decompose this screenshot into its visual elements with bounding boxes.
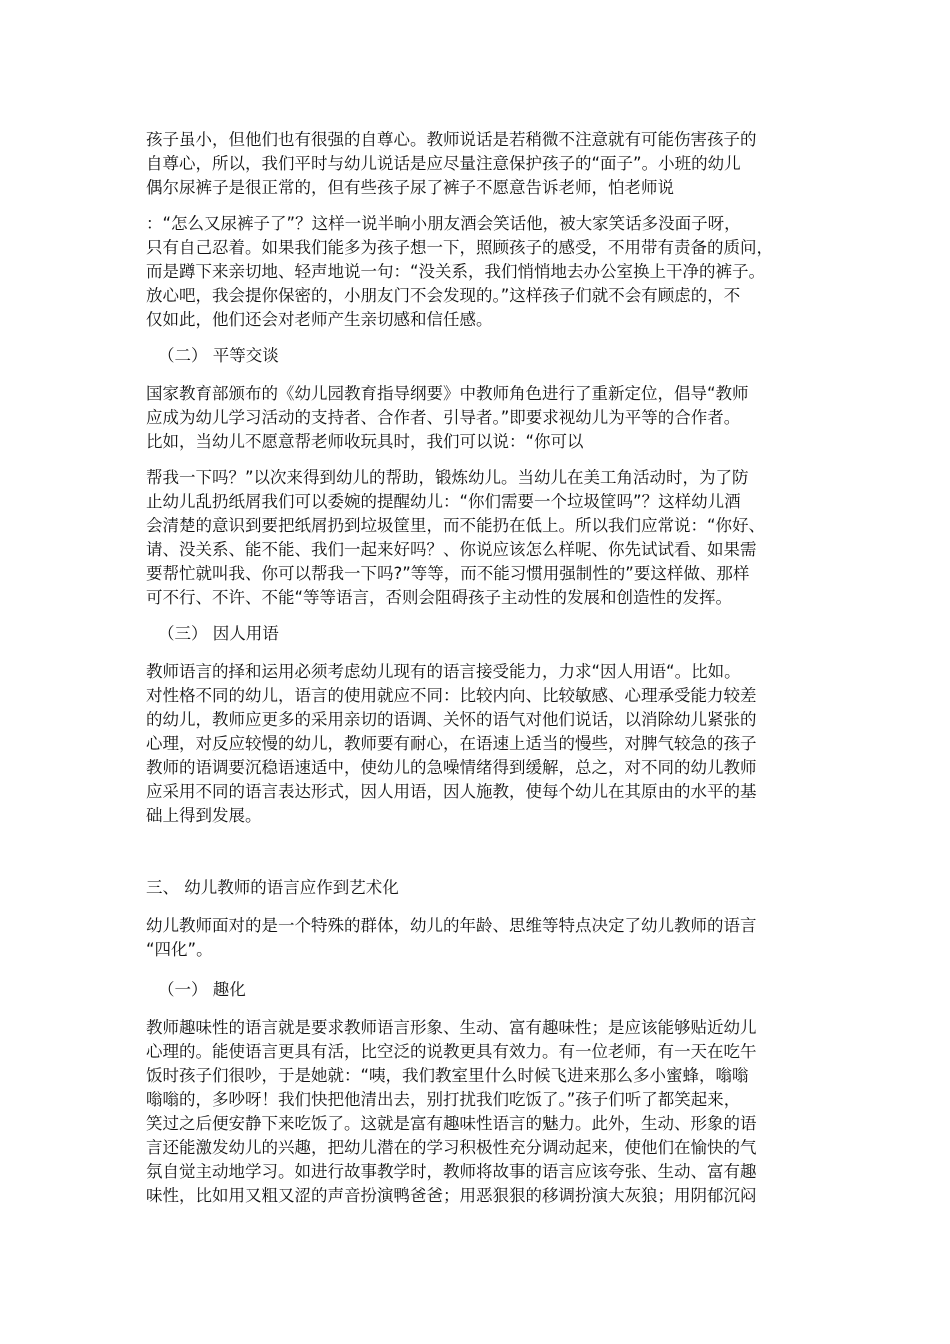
paragraph-line: 国家教育部颁布的《幼儿园教育指导纲要》中教师角色进行了重新定位，倡导“教师 [146, 384, 749, 403]
paragraph-line: 氛自觉主动地学习。如进行故事教学时，教师将故事的语言应该夸张、生动、富有趣 [146, 1162, 757, 1181]
section-heading: （三） 因人用语 [158, 624, 279, 643]
paragraph-line: 饭时孩子们很吵，于是她就：“咦，我们教室里什么时候飞进来那么多小蜜蜂，嗡嗡 [146, 1066, 749, 1085]
section-heading: （一） 趣化 [158, 980, 246, 999]
paragraph-line: 会清楚的意识到要把纸屑扔到垃圾筐里，而不能扔在低上。所以我们应常说：“你好、 [146, 516, 766, 535]
paragraph-line: ：“怎么又尿裤子了”？这样一说半晌小朋友酒会笑话他，被大家笑话多没面子呀， [146, 214, 741, 233]
paragraph-line: 教师的语调要沉稳语速适中，使幼儿的急噪情绪得到缓解，总之，对不同的幼儿教师 [146, 758, 757, 777]
paragraph-line: 而是蹲下来亲切地、轻声地说一句：“没关系，我们悄悄地去办公室换上干净的裤子。 [146, 262, 766, 281]
paragraph-line: 仅如此，他们还会对老师产生亲切感和信任感。 [146, 310, 493, 329]
paragraph-line: 教师趣味性的语言就是要求教师语言形象、生动、富有趣味性；是应该能够贴近幼儿 [146, 1018, 757, 1037]
paragraph-line: 味性，比如用又粗又涩的声音扮演鸭爸爸；用恶狠狠的移调扮演大灰狼；用阴郁沉闷 [146, 1186, 757, 1205]
paragraph-line: 比如，当幼儿不愿意帮老师收玩具时，我们可以说：“你可以 [146, 432, 584, 451]
paragraph-line: 放心吧，我会提你保密的，小朋友门不会发现的。”这样孩子们就不会有顾虑的，不 [146, 286, 741, 305]
paragraph-line: 自尊心，所以，我们平时与幼儿说话是应尽量注意保护孩子的“面子”。小班的幼儿 [146, 154, 741, 173]
paragraph-line: 嗡嗡的，多吵呀！我们快把他清出去，别打扰我们吃饭了。”孩子们听了都笑起来， [146, 1090, 741, 1109]
paragraph-line: 请、没关系、能不能、我们一起来好吗？、你说应该怎么样呢、你先试试看、如果需 [146, 540, 757, 559]
paragraph-line: 言还能激发幼儿的兴趣，把幼儿潜在的学习积极性充分调动起来，使他们在愉快的气 [146, 1138, 757, 1157]
chapter-heading: 三、 幼儿教师的语言应作到艺术化 [146, 878, 399, 897]
paragraph-line: 笑过之后便安静下来吃饭了。这就是富有趣味性语言的魅力。此外，生动、形象的语 [146, 1114, 757, 1133]
paragraph-line: 应成为幼儿学习活动的支持者、合作者、引导者。”即要求视幼儿为平等的合作者。 [146, 408, 741, 427]
paragraph-line: 对性格不同的幼儿，语言的使用就应不同：比较内向、比较敏感、心理承受能力较差 [146, 686, 757, 705]
paragraph-line: 心理的。能使语言更具有活，比空泛的说教更具有效力。有一位老师，有一天在吃午 [146, 1042, 757, 1061]
paragraph-line: 础上得到发展。 [146, 806, 262, 825]
paragraph-line: 可不行、不许、不能“等等语言，否则会阻碍孩子主动性的发展和创造性的发挥。 [146, 588, 733, 607]
paragraph-line: 教师语言的择和运用必须考虑幼儿现有的语言接受能力，力求“因人用语“。比如。 [146, 662, 741, 681]
paragraph-line: 孩子虽小，但他们也有很强的自尊心。教师说话是若稍微不注意就有可能伤害孩子的 [146, 130, 757, 149]
paragraph-line: 止幼儿乱扔纸屑我们可以委婉的提醒幼儿：“你们需要一个垃圾筐吗”？这样幼儿酒 [146, 492, 741, 511]
paragraph-line: 幼儿教师面对的是一个特殊的群体，幼儿的年龄、思维等特点决定了幼儿教师的语言 [146, 916, 757, 935]
paragraph-line: 的幼儿，教师应更多的采用亲切的语调、关怀的语气对他们说话，以消除幼儿紧张的 [146, 710, 757, 729]
paragraph-line: “四化”。 [146, 940, 213, 959]
paragraph-line: 只有自己忍着。如果我们能多为孩子想一下，照顾孩子的感受，不用带有责备的质问， [146, 238, 773, 257]
paragraph-line: 帮我一下吗？”以次来得到幼儿的帮助，锻炼幼儿。当幼儿在美工角活动时，为了防 [146, 468, 749, 487]
section-heading: （二） 平等交谈 [158, 346, 279, 365]
paragraph-line: 应采用不同的语言表达形式，因人用语，因人施教，使每个幼儿在其原由的水平的基 [146, 782, 757, 801]
paragraph-line: 偶尔尿裤子是很正常的，但有些孩子尿了裤子不愿意告诉老师，怕老师说 [146, 178, 674, 197]
paragraph-line: 要帮忙就叫我、你可以帮我一下吗?”等等，而不能习惯用强制性的”要这样做、那样 [146, 564, 750, 583]
paragraph-line: 心理，对反应较慢的幼儿，教师要有耐心，在语速上适当的慢些，对脾气较急的孩子 [146, 734, 757, 753]
